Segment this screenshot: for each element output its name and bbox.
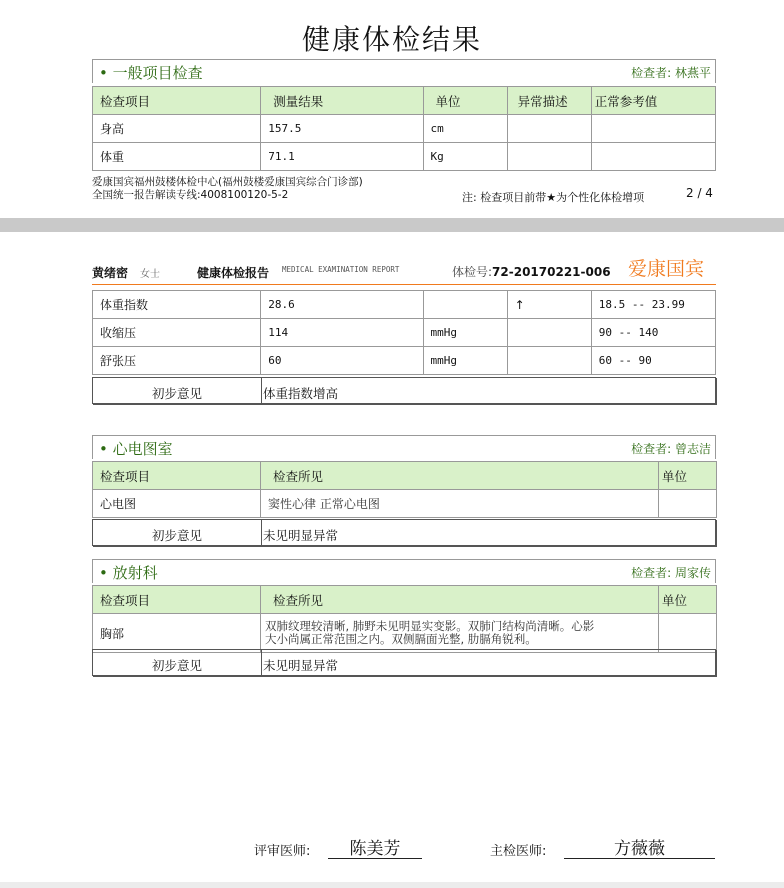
chief-label: 主检医师: [490, 844, 547, 859]
item-cell: 心电图 [93, 490, 261, 518]
ref-cell: 60 -- 90 [591, 347, 715, 375]
finding-cell: 窦性心律 正常心电图 [261, 490, 659, 518]
result-cell: 157.5 [261, 115, 423, 143]
flag-cell [507, 347, 591, 375]
col-header: 检查项目 [93, 87, 261, 115]
exam-number: 体检号:72-20170221-006 [452, 265, 611, 279]
item-cell: 体重 [93, 143, 261, 171]
ref-cell: 18.5 -- 23.99 [591, 291, 715, 319]
general-table [92, 86, 716, 171]
page-title: 健康体检结果 [301, 23, 482, 56]
section-name: • 一般项目检查 [99, 64, 203, 82]
report-title: 健康体检报告 [197, 266, 270, 280]
flag-cell [507, 115, 591, 143]
ecg-opinion [92, 519, 716, 546]
opinion-value: 未见明显异常 [263, 658, 339, 673]
flag-cell [507, 143, 591, 171]
reviewer-label: 评审医师: [254, 844, 311, 859]
opinion-label: 初步意见 [151, 658, 202, 673]
item-cell: 胸部 [93, 614, 261, 653]
table-row [93, 115, 716, 143]
item-cell: 收缩压 [93, 319, 261, 347]
org-info: 爱康国宾福州鼓楼体检中心(福州鼓楼爱康国宾综合门诊部) 全国统一报告解读专线:4008100120-5-2 [92, 176, 363, 201]
item-cell: 身高 [93, 115, 261, 143]
col-header: 单位 [659, 462, 717, 490]
col-header: 检查所见 [261, 462, 659, 490]
unit-cell [423, 291, 507, 319]
ecg-table [92, 461, 717, 518]
examiner: 检查者: 林燕平 [631, 66, 711, 80]
general-table-continued [92, 290, 716, 375]
table-row [93, 614, 717, 653]
table-header [93, 87, 716, 115]
table-row [93, 143, 716, 171]
table-header [93, 462, 717, 490]
col-header: 单位 [423, 87, 507, 115]
unit-cell: mmHg [423, 319, 507, 347]
result-cell: 71.1 [261, 143, 423, 171]
col-header: 检查项目 [93, 586, 261, 614]
col-header: 正常参考值 [591, 87, 715, 115]
radiology-table [92, 585, 717, 653]
brand-logo: 爱康国宾 [628, 258, 705, 280]
result-cell: 114 [261, 319, 423, 347]
item-cell: 体重指数 [93, 291, 261, 319]
general-section-header [92, 59, 716, 83]
opinion-label: 初步意见 [151, 528, 202, 543]
ref-cell: 90 -- 140 [591, 319, 715, 347]
result-cell: 60 [261, 347, 423, 375]
footer-note: 注: 检查项目前带★为个性化体检增项 [462, 191, 645, 204]
col-header: 检查项目 [93, 462, 261, 490]
page-number: 2 / 4 [686, 186, 713, 200]
unit-cell [659, 490, 717, 518]
col-header: 测量结果 [261, 87, 423, 115]
ecg-section-header [92, 435, 716, 459]
opinion-label: 初步意见 [151, 386, 202, 401]
flag-cell: ↑ [507, 291, 591, 319]
radiology-section-header [92, 559, 716, 583]
opinion-value: 体重指数增高 [263, 386, 339, 401]
radiology-opinion [92, 649, 716, 676]
table-row [93, 319, 716, 347]
unit-cell: cm [423, 115, 507, 143]
general-opinion [92, 377, 716, 404]
ref-cell [591, 115, 715, 143]
chief-signature: 方薇薇 [564, 834, 715, 859]
table-row [93, 347, 716, 375]
col-header: 单位 [659, 586, 717, 614]
unit-cell: mmHg [423, 347, 507, 375]
result-cell: 28.6 [261, 291, 423, 319]
ref-cell [591, 143, 715, 171]
unit-cell [659, 614, 717, 653]
patient-name: 黄绪密 [92, 266, 129, 280]
examiner: 检查者: 曾志洁 [631, 442, 711, 456]
section-name: • 心电图室 [99, 440, 173, 458]
header-rule [92, 284, 716, 285]
table-header [93, 586, 717, 614]
opinion-value: 未见明显异常 [263, 528, 339, 543]
section-name: • 放射科 [99, 564, 158, 582]
table-row [93, 490, 717, 518]
patient-gender: 女士 [140, 269, 160, 280]
page-bottom-edge [0, 882, 784, 888]
finding-cell: 双肺纹理较清晰, 肺野未见明显实变影。双肺门结构尚清晰。心影 大小尚属正常范围之内。双侧膈面光整, 肋膈角锐利。 [261, 614, 659, 653]
table-row [93, 291, 716, 319]
reviewer-signature: 陈美芳 [328, 834, 422, 859]
flag-cell [507, 319, 591, 347]
page-separator [0, 218, 784, 232]
col-header: 异常描述 [507, 87, 591, 115]
examiner: 检查者: 周家传 [631, 566, 711, 580]
report-title-en: MEDICAL EXAMINATION REPORT [282, 265, 400, 274]
unit-cell: Kg [423, 143, 507, 171]
item-cell: 舒张压 [93, 347, 261, 375]
col-header: 检查所见 [261, 586, 659, 614]
